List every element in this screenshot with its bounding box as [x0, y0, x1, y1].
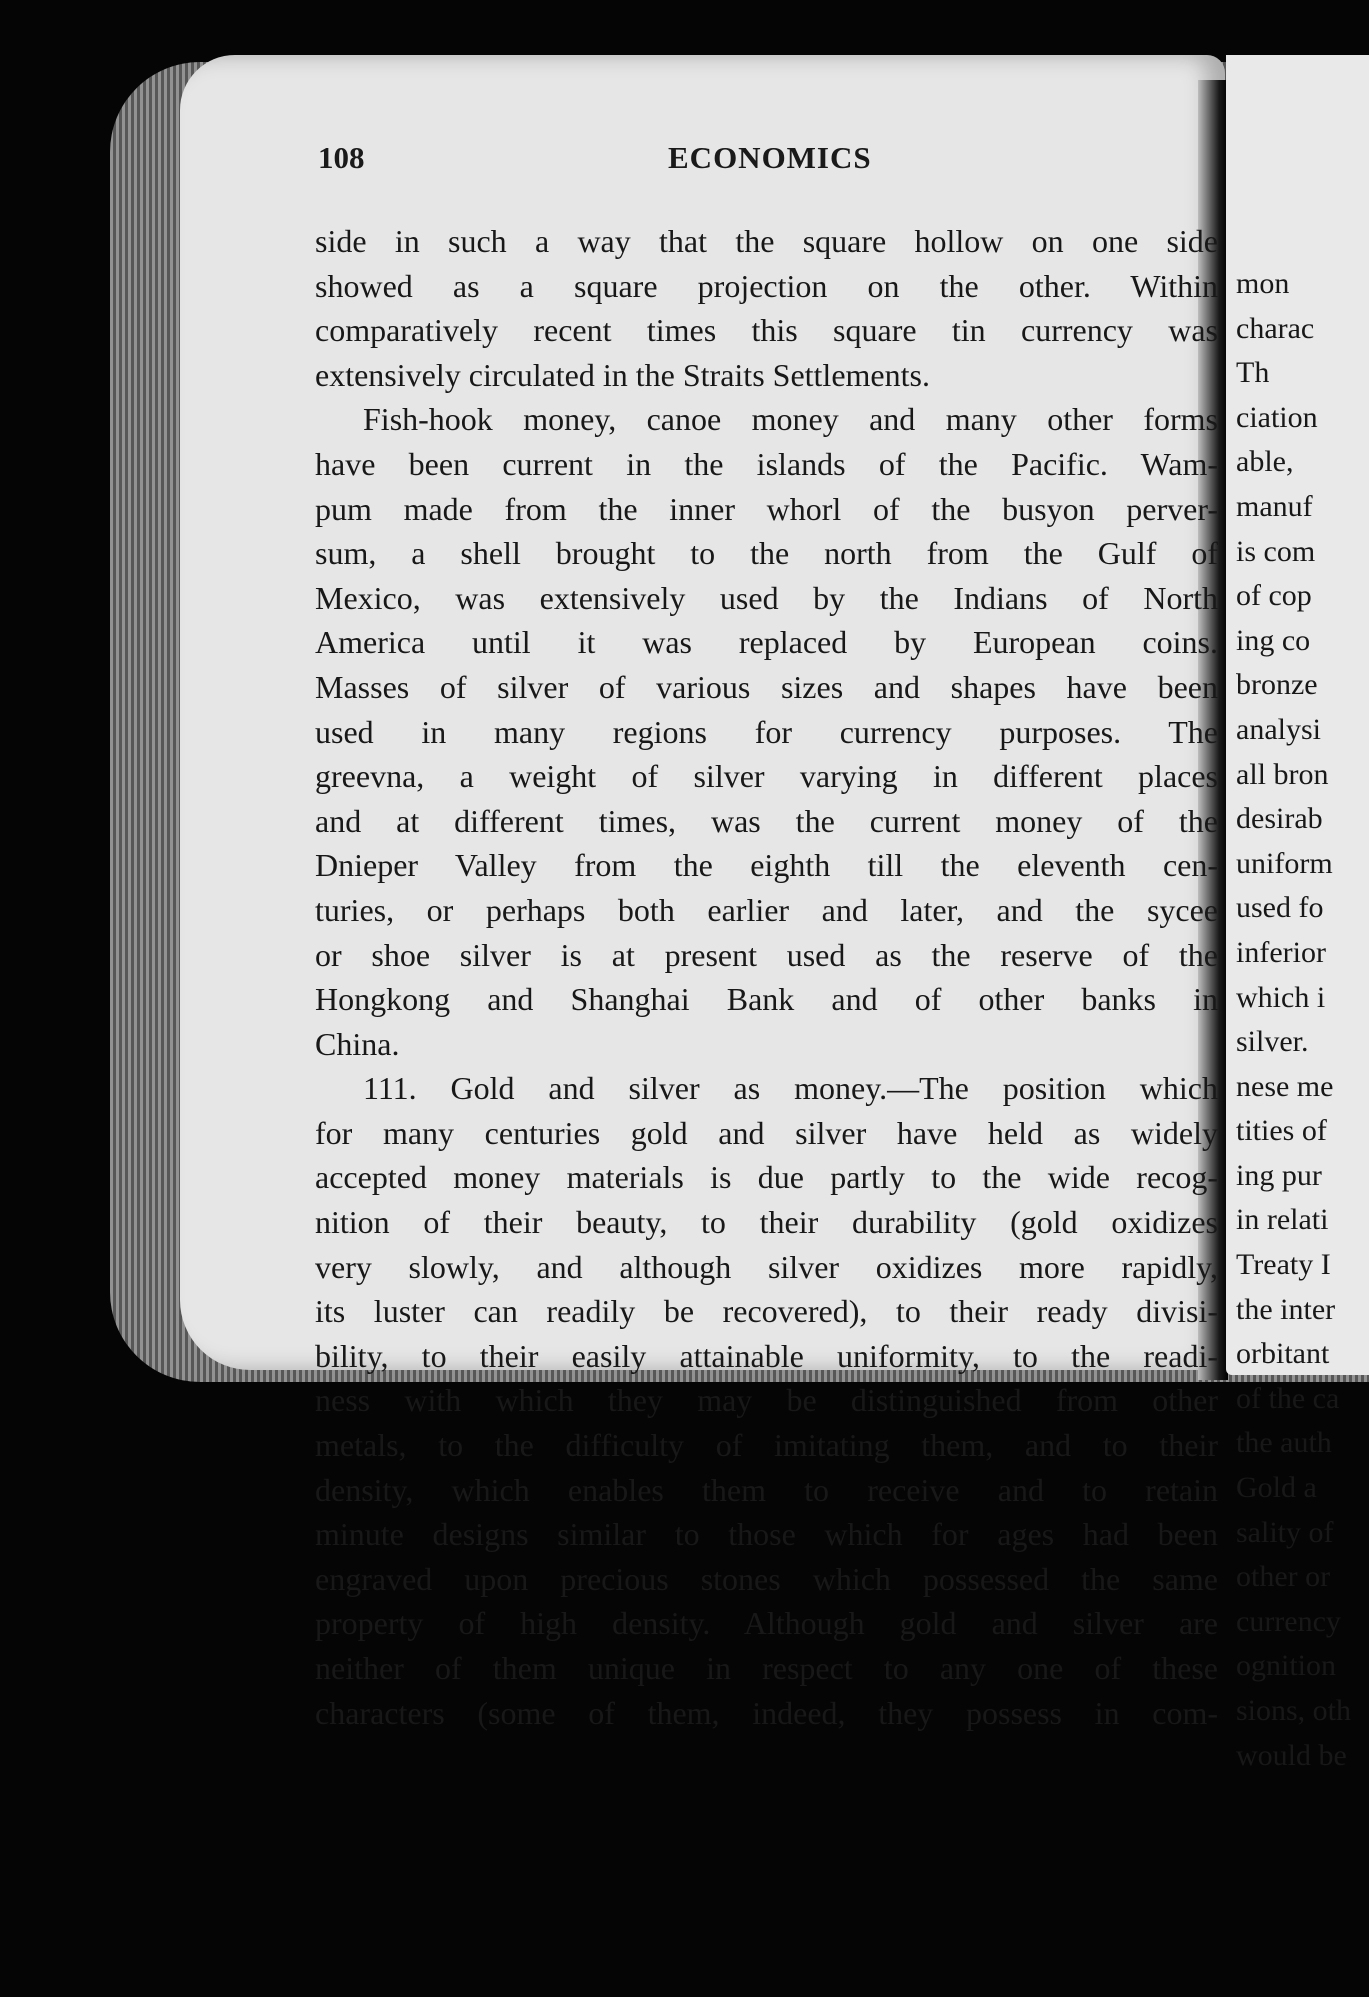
- text-line: Hongkong and Shanghai Bank and of other banks in: [315, 981, 1218, 1018]
- right-page-text: [1236, 262, 1369, 1778]
- text-line: nese me: [1236, 1069, 1334, 1103]
- text-line: all bron: [1236, 757, 1329, 791]
- text-line: have been current in the islands of the Pacific. Wam-: [315, 445, 1218, 482]
- text-line: extensively circulated in the Straits Settlements.: [315, 356, 930, 393]
- text-line: in relati: [1236, 1203, 1329, 1237]
- text-line: currency: [1236, 1604, 1341, 1638]
- running-head: [318, 140, 1198, 180]
- text-line: showed as a square projection on the other. Within: [315, 267, 1218, 304]
- text-line: property of high density. Although gold and silver are: [315, 1605, 1218, 1642]
- text-line: density, which enables them to receive and to retain: [315, 1471, 1218, 1508]
- text-line: metals, to the difficulty of imitating them, and to their: [315, 1427, 1218, 1464]
- text-line: comparatively recent times this square tin currency was: [315, 312, 1218, 349]
- text-line: used in many regions for currency purposes. The: [315, 713, 1218, 750]
- text-line: orbitant: [1236, 1337, 1330, 1371]
- text-line: its luster can readily be recovered), to their ready divisi-: [315, 1293, 1218, 1330]
- text-line: very slowly, and although silver oxidizes more rapidly,: [315, 1248, 1218, 1285]
- text-line: Masses of silver of various sizes and shapes have been: [315, 668, 1218, 705]
- text-line: America until it was replaced by European coins.: [315, 624, 1218, 661]
- text-line: desirab: [1236, 802, 1323, 836]
- text-line: pum made from the inner whorl of the busyon perver-: [315, 490, 1218, 527]
- text-line: bility, to their easily attainable uniformity, to the readi-: [315, 1337, 1218, 1374]
- text-line: Mexico, was extensively used by the Indians of North: [315, 579, 1218, 616]
- text-line: would be: [1236, 1738, 1347, 1772]
- text-line: ciation: [1236, 400, 1318, 434]
- text-line: bronze: [1236, 668, 1318, 702]
- page-number: 108: [318, 140, 365, 175]
- text-line: sum, a shell brought to the north from the Gulf of: [315, 535, 1218, 572]
- text-line: ognition: [1236, 1649, 1337, 1683]
- text-line: uniform: [1236, 846, 1333, 880]
- text-line: neither of them unique in respect to any one of these: [315, 1650, 1218, 1686]
- text-line: accepted money materials is due partly to the wide recog-: [315, 1159, 1218, 1196]
- text-line: greevna, a weight of silver varying in different places: [315, 758, 1218, 795]
- text-line: for many centuries gold and silver have held as widely: [315, 1114, 1218, 1151]
- text-line: engraved upon precious stones which possessed the same: [315, 1560, 1218, 1597]
- text-line: ing co: [1236, 623, 1311, 657]
- text-line: inferior: [1236, 935, 1326, 969]
- text-line: charac: [1236, 311, 1315, 345]
- text-line: tities of: [1236, 1114, 1327, 1148]
- text-line: Dnieper Valley from the eighth till the eleventh cen-: [315, 847, 1218, 884]
- text-line: ness with which they may be distinguished from other: [315, 1382, 1218, 1419]
- text-line: turies, or perhaps both earlier and later, and the sycee: [315, 891, 1218, 928]
- text-line: ing pur: [1236, 1158, 1322, 1192]
- text-line: the auth: [1236, 1426, 1332, 1460]
- text-line: mon: [1236, 267, 1290, 300]
- text-line: used fo: [1236, 891, 1324, 925]
- text-line: silver.: [1236, 1025, 1309, 1059]
- text-line: manuf: [1236, 489, 1313, 523]
- text-line: which i: [1236, 980, 1326, 1014]
- text-line: nition of their beauty, to their durability (gold oxidizes: [315, 1204, 1218, 1241]
- text-line: able,: [1236, 445, 1294, 479]
- text-line: China.: [315, 1025, 400, 1062]
- text-line: side in such a way that the square hollow on one side: [315, 223, 1218, 259]
- text-line: of the ca: [1236, 1381, 1340, 1415]
- text-line: other or: [1236, 1560, 1331, 1594]
- section-heading-line: 111. Gold and silver as money.—The position which: [363, 1070, 1218, 1107]
- text-line: Treaty I: [1236, 1248, 1331, 1282]
- text-line: Gold a: [1236, 1471, 1317, 1505]
- text-line: the inter: [1236, 1292, 1336, 1326]
- body-text: [315, 219, 1218, 1735]
- text-line: and at different times, was the current money of the: [315, 802, 1218, 839]
- text-line: sions, oth: [1236, 1694, 1352, 1727]
- text-line: analysi: [1236, 712, 1321, 746]
- text-line: Fish-hook money, canoe money and many other forms: [363, 401, 1218, 438]
- text-line: sality of: [1236, 1515, 1334, 1549]
- text-line: is com: [1236, 534, 1316, 568]
- page-title: ECONOMICS: [668, 140, 872, 175]
- text-line: characters (some of them, indeed, they possess in com-: [315, 1694, 1218, 1731]
- text-line: minute designs similar to those which for ages had been: [315, 1516, 1218, 1553]
- text-line: Th: [1236, 356, 1270, 390]
- text-line: or shoe silver is at present used as the reserve of the: [315, 936, 1218, 973]
- text-line: of cop: [1236, 579, 1312, 613]
